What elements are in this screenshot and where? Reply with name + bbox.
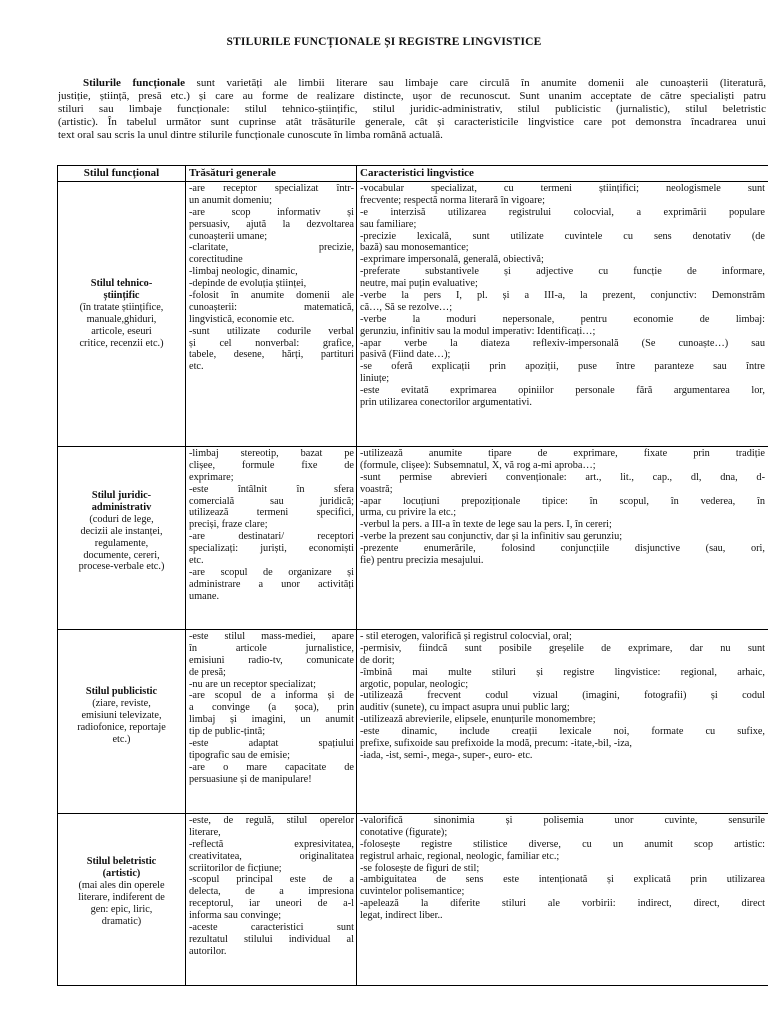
general-traits-line: etc. [189,361,204,373]
general-traits-line: -nu are un receptor specializat; [189,678,316,690]
general-traits-line: și cel nonverbal: grafice, [189,337,354,349]
linguistic-features-line: prin utilizarea conectorilor argumentativi. [360,397,532,409]
linguistic-features-line: -e interzisă utilizarea registrului colocvial, a exprimării populare [360,206,765,218]
general-traits-line: persuasiune și de manipulare! [189,773,312,785]
general-traits-line: -este întâlnit în sfera [189,483,354,495]
style-name-cell [58,856,185,927]
general-traits-line: -are receptor specializat într- [189,183,354,194]
style-name: Stilul beletristic [86,856,157,867]
general-traits-cell [189,815,354,958]
linguistic-features-line: -folosește registre stilistice diverse, cu un anumit scop artistic: [360,838,765,850]
intro-line: justiție, știință, presă etc.) și care au forme de realizare distincte, ușor de recunoscut. Sunt unanim acceptate de către specialiști patru [58,90,766,103]
general-traits-line: limbaj și imagini, un anumit [189,714,354,726]
linguistic-features-line: -verbe la pers I, pl. și a III-a, la prezent, conjunctiv: Demonstrăm [360,290,765,302]
general-traits-line: lingvistică, economie etc. [189,313,295,325]
linguistic-features-line: auditiv (sunete), cu impact asupra unui public larg; [360,702,570,714]
row-divider [58,813,768,814]
general-traits-line: delecta, de a impresiona [189,886,354,898]
linguistic-features-line: - stil eterogen, valorifică și registrul colocvial, oral; [360,631,572,642]
general-traits-cell [189,631,354,786]
page-title: STILURILE FUNCȚIONALE ȘI REGISTRE LINGVISTICE [226,36,542,48]
linguistic-features-line: conotative (figurate); [360,826,448,838]
intro-paragraph [58,77,766,142]
linguistic-features-cell [360,815,765,922]
linguistic-features-line: -sunt permise abrevieri convenționale: art., lit., cap., dl, dna, d- [360,471,765,483]
style-name-cell [58,686,185,746]
linguistic-features-line: -preferate substantivele și adjective cu funcție de informare, [360,266,765,278]
linguistic-features-line: cuvintelor polisemantice; [360,886,465,898]
linguistic-features-line: -se folosește de figuri de stil; [360,862,480,874]
style-examples: decizii ale instanței, [80,525,163,537]
linguistic-features-line: -verbe la prezent sau conjunctiv, dar și la infinitiv sau gerunziu; [360,531,623,543]
linguistic-features-line: registrul arhaic, regional, neologic, familiar etc.; [360,850,560,862]
style-examples: dramatic) [101,915,142,927]
linguistic-features-line: argotic, popular, neologic; [360,678,469,690]
style-examples: (mai ales din operele [78,879,165,891]
linguistic-features-line: liniuțe; [360,373,390,385]
style-examples: critice, recenzii etc.) [79,337,164,349]
style-name: științific [103,289,140,301]
linguistic-features-line: frecvente; respectă norma literară în vigoare; [360,194,545,206]
general-traits-line: -folosit în anumite domenii ale [189,290,354,302]
general-traits-line: utilizează termeni specifici, [189,507,354,519]
general-traits-line: preciși, fraze clare; [189,519,268,531]
style-name-cell [58,278,185,349]
column-divider [185,166,186,985]
general-traits-line: emisiuni radio-tv, comunicate [189,654,354,666]
style-examples: emisiuni televizate, [81,709,162,721]
intro-line: sunt varietăți ale limbii literare sau limbaje care circulă în anumite domenii ale cunoașterii (literatură, [185,77,766,89]
linguistic-features-line: că…, Să se rezolve…; [360,301,453,313]
style-examples: procese-verbale etc.) [78,561,165,573]
general-traits-line: umane. [189,590,220,602]
linguistic-features-line: -îmbină mai multe stiluri și registre lingvistice: regional, arhaic, [360,666,765,678]
linguistic-features-line: voastră; [360,483,393,495]
linguistic-features-line: -verbul la pers. a III-a în texte de lege sau la pers. I, în cereri; [360,519,612,531]
general-traits-line: cunoașterii: matematică, [189,301,354,313]
general-traits-line: autorilor. [189,945,227,957]
general-traits-line: informa sau convinge; [189,910,282,922]
linguistic-features-line: pasivă (Fiind date…); [360,349,451,361]
general-traits-line: -reflectă expresivitatea, [189,838,354,850]
linguistic-features-line: -precizie lexicală, sunt utilizate cuvintele cu sens denotativ (de [360,230,765,242]
general-traits-line: exprimare; [189,471,234,483]
style-examples: etc.) [112,733,131,745]
general-traits-line: receptorul, iar uneori de a-l [189,898,354,910]
linguistic-features-line: -exprimare impersonală, generală, obiectivă; [360,254,544,266]
general-traits-line: creativitatea, originalitatea [189,850,354,862]
header-traits: Trăsături generale [189,167,276,179]
style-name: administrativ [91,501,152,513]
style-name: (artistic) [102,867,141,879]
general-traits-line: etc. [189,555,204,567]
linguistic-features-line: -se oferă explicații prin apoziții, puse între paranteze sau între [360,361,765,373]
style-examples: manuale,ghiduri, [86,313,157,325]
general-traits-line: tipografic sau de emisie; [189,749,290,761]
style-examples: (în tratate științifice, [79,301,164,313]
linguistic-features-line: -utilizează frecvent codul vizual (imagini, fotografii) și codul [360,690,765,702]
linguistic-features-line: -vocabular specializat, cu termeni științifici; neologismele sunt [360,183,765,194]
linguistic-features-line: neutre, mai puțin evaluative; [360,278,478,290]
row-divider [58,446,768,447]
general-traits-line: -sunt utilizate codurile verbal [189,325,354,337]
linguistic-features-line: -verbe la moduri nepersonale, pentru economie de limbaj: [360,313,765,325]
style-name: Stilul tehnico- [90,278,153,289]
linguistic-features-line: -valorifică sinonimia și polisemia unor cuvinte, sensurile [360,815,765,826]
general-traits-line: clișee, formule fixe de [189,459,354,471]
style-name: Stilul publicistic [85,686,158,697]
linguistic-features-line: (formule, clișee): Subsemnatul, X, vă rog a-mi aproba…; [360,459,596,471]
general-traits-line: -are destinatari/ receptori [189,531,354,543]
style-examples: regulamente, [94,537,149,549]
linguistic-features-cell [360,631,765,762]
linguistic-features-line: -iada, -ist, semi-, mega-, super-, euro- etc. [360,749,533,761]
intro-lead: Stilurile funcționale [83,77,185,89]
general-traits-cell [189,183,354,373]
general-traits-line: -are o mare capacitate de [189,761,354,773]
linguistic-features-line: -utilizează abrevierile, elipsele, enunțurile monomembre; [360,714,596,726]
intro-line: (artistic). În tabelul următor sunt cuprinse atât trăsăturile generale, cât și caracteristicile lingvistice care pot demonstra încadrarea unui [58,116,766,129]
styles-table [57,165,768,986]
linguistic-features-line: sau familiare; [360,218,417,230]
general-traits-line: scriitorilor de ficțiune; [189,862,282,874]
linguistic-features-cell [360,448,765,567]
linguistic-features-line: -utilizează anumite tipare de exprimare, fixate prin tradiție [360,448,765,459]
general-traits-line: -limbaj stereotip, bazat pe [189,448,354,459]
general-traits-line: -este, de regulă, stilul operelor [189,815,354,826]
linguistic-features-line: prefixe, sufixoide sau prefixoide la modă, precum: -itate,-bil, -iza, [360,738,632,750]
general-traits-line: -este adaptat spațiului [189,738,354,750]
general-traits-line: în articole jurnalistice, [189,642,354,654]
linguistic-features-line: -prezente enumerările, folosind conjuncțiile disjunctive (sau, ori, [360,543,765,555]
linguistic-features-line: -este evitată exprimarea opiniilor personale fără argumentarea lor, [360,385,765,397]
general-traits-line: tip de public-țintă; [189,726,266,738]
linguistic-features-line: urma, cu privire la etc.; [360,507,457,519]
general-traits-line: tabele, desene, hărți, partituri [189,349,354,361]
header-style: Stilul funcțional [83,167,160,179]
general-traits-line: -este stilul mass-mediei, apare [189,631,354,642]
column-divider [356,166,357,985]
general-traits-line: administrare a unor activități [189,578,354,590]
linguistic-features-line: -este dinamic, include creații lexicale noi, formate cu sufixe, [360,726,765,738]
general-traits-line: persuasiv, ajută la dezvoltarea [189,218,354,230]
general-traits-line: -are scopul de organizare și [189,566,354,578]
linguistic-features-line: -permisiv, fiindcă sunt posibile greșelile de exprimare, dar nu sunt [360,642,765,654]
general-traits-line: rezultatul stilului individual al [189,933,354,945]
linguistic-features-line: -ambiguitatea de sens este intenționată și explicată prin utilizarea [360,874,765,886]
linguistic-features-line: bază) sau monosemantice; [360,242,469,254]
general-traits-line: un anumit domeniu; [189,194,272,206]
linguistic-features-line: legat, indirect liber.. [360,910,443,922]
general-traits-line: de presă; [189,666,226,678]
style-examples: gen: epic, liric, [90,903,153,915]
style-examples: (coduri de lege, [89,513,154,525]
style-examples: documente, cereri, [83,549,160,561]
intro-line: stiluri sau limbaje funcționale: stilul tehnico-științific, stilul juridic-administrativ, stilul publicistic (jurnalistic), stilul beletristic [58,103,766,116]
general-traits-line: literare, [189,826,221,838]
linguistic-features-line: gerunziu, infinitiv sau la modul imperativ: Identificați…; [360,325,596,337]
style-name: Stilul juridic- [91,490,152,501]
linguistic-features-line: -apar locuțiuni prepoziționale tipice: în scopul, în vederea, în [360,495,765,507]
style-examples: (ziare, reviste, [92,697,151,709]
general-traits-line: comercială sau juridică; [189,495,354,507]
general-traits-line: -limbaj neologic, dinamic, [189,266,298,278]
general-traits-line: cunoașterii umane; [189,230,268,242]
general-traits-line: -are scopul de a informa și de [189,690,354,702]
general-traits-line: -depinde de evoluția științei, [189,278,307,290]
style-name-cell [58,490,185,573]
general-traits-line: a convinge (a șoca), prin [189,702,354,714]
intro-line: text oral sau scris la unul dintre stilurile funcționale cunoscute în limba română actuală. [58,129,443,142]
general-traits-line: corectitudine [189,254,243,266]
linguistic-features-line: fie) pentru precizia mesajului. [360,555,484,567]
general-traits-line: -are scop informativ și [189,206,354,218]
row-divider [58,181,768,182]
row-divider [58,629,768,630]
style-examples: radiofonice, reportaje [77,721,166,733]
general-traits-line: -claritate, precizie, [189,242,354,254]
style-examples: articole, eseuri [91,325,152,337]
general-traits-cell [189,448,354,603]
header-features: Caracteristici lingvistice [360,167,474,179]
style-examples: literare, indiferent de [78,891,165,903]
general-traits-line: -scopul principal este de a [189,874,354,886]
general-traits-line: -aceste caracteristici sunt [189,922,354,934]
linguistic-features-line: -apar verbe la diateza reflexiv-impersonală (Se cunoaște…) sau [360,337,765,349]
linguistic-features-line: -apelează la diferite stiluri ale vorbirii: indirect, direct, direct [360,898,765,910]
linguistic-features-line: de dorit; [360,654,395,666]
linguistic-features-cell [360,183,765,409]
general-traits-line: specializați: juriști, economiști [189,543,354,555]
